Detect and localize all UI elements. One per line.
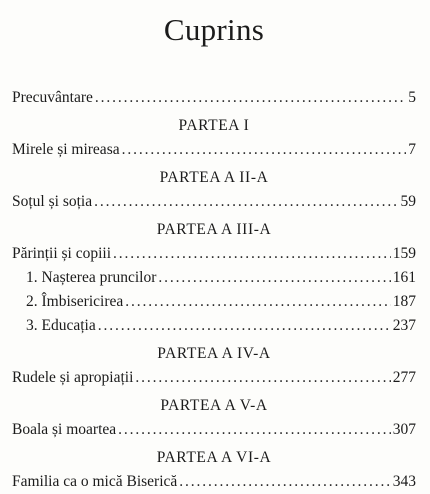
toc-entry-title: Părinții și copiii bbox=[12, 245, 112, 262]
toc-entry-title: Soțul și soția bbox=[12, 193, 93, 210]
toc-entry bbox=[12, 418, 416, 442]
toc-page-number: 161 bbox=[392, 269, 416, 286]
toc-entry-title: 1. Nașterea pruncilor bbox=[26, 269, 157, 286]
toc-entry-title: Rudele și apropiații bbox=[12, 369, 134, 386]
dot-leader bbox=[158, 266, 390, 290]
table-of-contents bbox=[12, 86, 416, 494]
dot-leader bbox=[135, 366, 390, 390]
toc-entry-title: 3. Educația bbox=[26, 317, 96, 334]
toc-entry-title: Boala și moartea bbox=[12, 421, 117, 438]
toc-entry bbox=[12, 138, 416, 162]
part-heading: PARTEA A II-A bbox=[159, 169, 269, 186]
part-heading: PARTEA A IV-A bbox=[157, 345, 271, 362]
toc-entry bbox=[12, 242, 416, 266]
dot-leader bbox=[118, 418, 391, 442]
part-heading: PARTEA I bbox=[178, 117, 250, 134]
dot-leader bbox=[113, 242, 391, 266]
dot-leader bbox=[98, 314, 391, 338]
toc-page-number: 187 bbox=[392, 293, 416, 310]
part-heading: PARTEA A VI-A bbox=[156, 449, 272, 466]
toc-entry-title: 2. Îmbisericirea bbox=[26, 293, 124, 310]
toc-subentry bbox=[12, 266, 416, 290]
dot-leader bbox=[122, 138, 407, 162]
toc-page-number: 59 bbox=[400, 193, 416, 210]
toc-page-number: 343 bbox=[392, 473, 416, 490]
toc-entry-title: Precuvântare bbox=[12, 89, 93, 106]
toc-page-number: 307 bbox=[392, 421, 416, 438]
part-heading: PARTEA A III-A bbox=[156, 221, 272, 238]
toc-entry bbox=[12, 86, 416, 110]
page-title: Cuprins bbox=[163, 12, 265, 47]
dot-leader bbox=[94, 190, 398, 214]
toc-page-number: 5 bbox=[408, 89, 416, 106]
toc-entry bbox=[12, 190, 416, 214]
toc-subentry bbox=[12, 314, 416, 338]
toc-page-number: 277 bbox=[392, 369, 416, 386]
toc-entry-title: Familia ca o mică Biserică bbox=[12, 473, 178, 490]
dot-leader bbox=[125, 290, 390, 314]
dot-leader bbox=[179, 470, 390, 494]
toc-subentry bbox=[12, 290, 416, 314]
dot-leader bbox=[95, 86, 406, 110]
toc-entry bbox=[12, 470, 416, 494]
toc-entry-title: Mirele și mireasa bbox=[12, 141, 120, 158]
toc-page-number: 7 bbox=[408, 141, 416, 158]
toc-page-number: 237 bbox=[392, 317, 416, 334]
toc-page-number: 159 bbox=[392, 245, 416, 262]
toc-entry bbox=[12, 366, 416, 390]
part-heading: PARTEA A V-A bbox=[160, 397, 268, 414]
